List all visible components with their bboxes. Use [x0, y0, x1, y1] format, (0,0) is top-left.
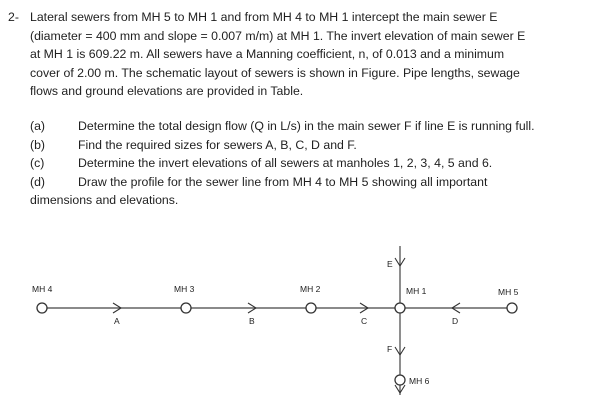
intro-line: at MH 1 is 609.22 m. All sewers have a Manning coefficient, n, of 0.013 and a minimum — [30, 47, 505, 62]
sewer-d-label: D — [452, 316, 459, 326]
sewer-f-label: F — [387, 344, 393, 354]
problem-number: 2- — [8, 10, 19, 24]
task-text: Determine the total design flow (Q in L/s) in the main sewer F if line E is running full. — [78, 118, 535, 133]
manhole-2-circle — [306, 303, 316, 313]
manhole-5-circle — [507, 303, 517, 313]
intro-line: (diameter = 400 mm and slope = 0.007 m/m) at MH 1. The invert elevation of main sewer E — [30, 28, 526, 43]
manhole-2-label: MH 2 — [300, 284, 321, 294]
task-letter: (a) — [30, 118, 46, 133]
manhole-1-circle — [395, 303, 405, 313]
intro-line: cover of 2.00 m. The schematic layout of sewers is shown in Figure. Pipe lengths, sewage — [30, 65, 520, 80]
sewer-a-label: A — [114, 316, 120, 326]
intro-line: Lateral sewers from MH 5 to MH 1 and from MH 4 to MH 1 intercept the main sewer E — [30, 10, 498, 24]
task-d-continuation: dimensions and elevations. — [30, 193, 179, 208]
manhole-5-label: MH 5 — [498, 287, 519, 297]
manhole-1-label: MH 1 — [406, 286, 427, 296]
task-letter: (d) — [30, 174, 46, 189]
manhole-6-circle — [395, 375, 405, 385]
intro-line: flows and ground elevations are provided in Table. — [30, 84, 304, 99]
task-text: Draw the profile for the sewer line from MH 4 to MH 5 showing all important — [78, 174, 488, 189]
manhole-4-circle — [37, 303, 47, 313]
sewer-b-label: B — [249, 316, 255, 326]
manhole-3-circle — [181, 303, 191, 313]
manhole-6-label: MH 6 — [409, 376, 430, 386]
task-text: Find the required sizes for sewers A, B, C, D and F. — [78, 137, 357, 152]
task-letter: (b) — [30, 137, 46, 152]
manhole-3-label: MH 3 — [174, 284, 195, 294]
sewer-e-label: E — [387, 259, 393, 269]
task-text: Determine the invert elevations of all sewers at manholes 1, 2, 3, 4, 5 and 6. — [78, 156, 493, 171]
sewer-c-label: C — [361, 316, 368, 326]
task-letter: (c) — [30, 156, 45, 171]
manhole-4-label: MH 4 — [32, 284, 53, 294]
